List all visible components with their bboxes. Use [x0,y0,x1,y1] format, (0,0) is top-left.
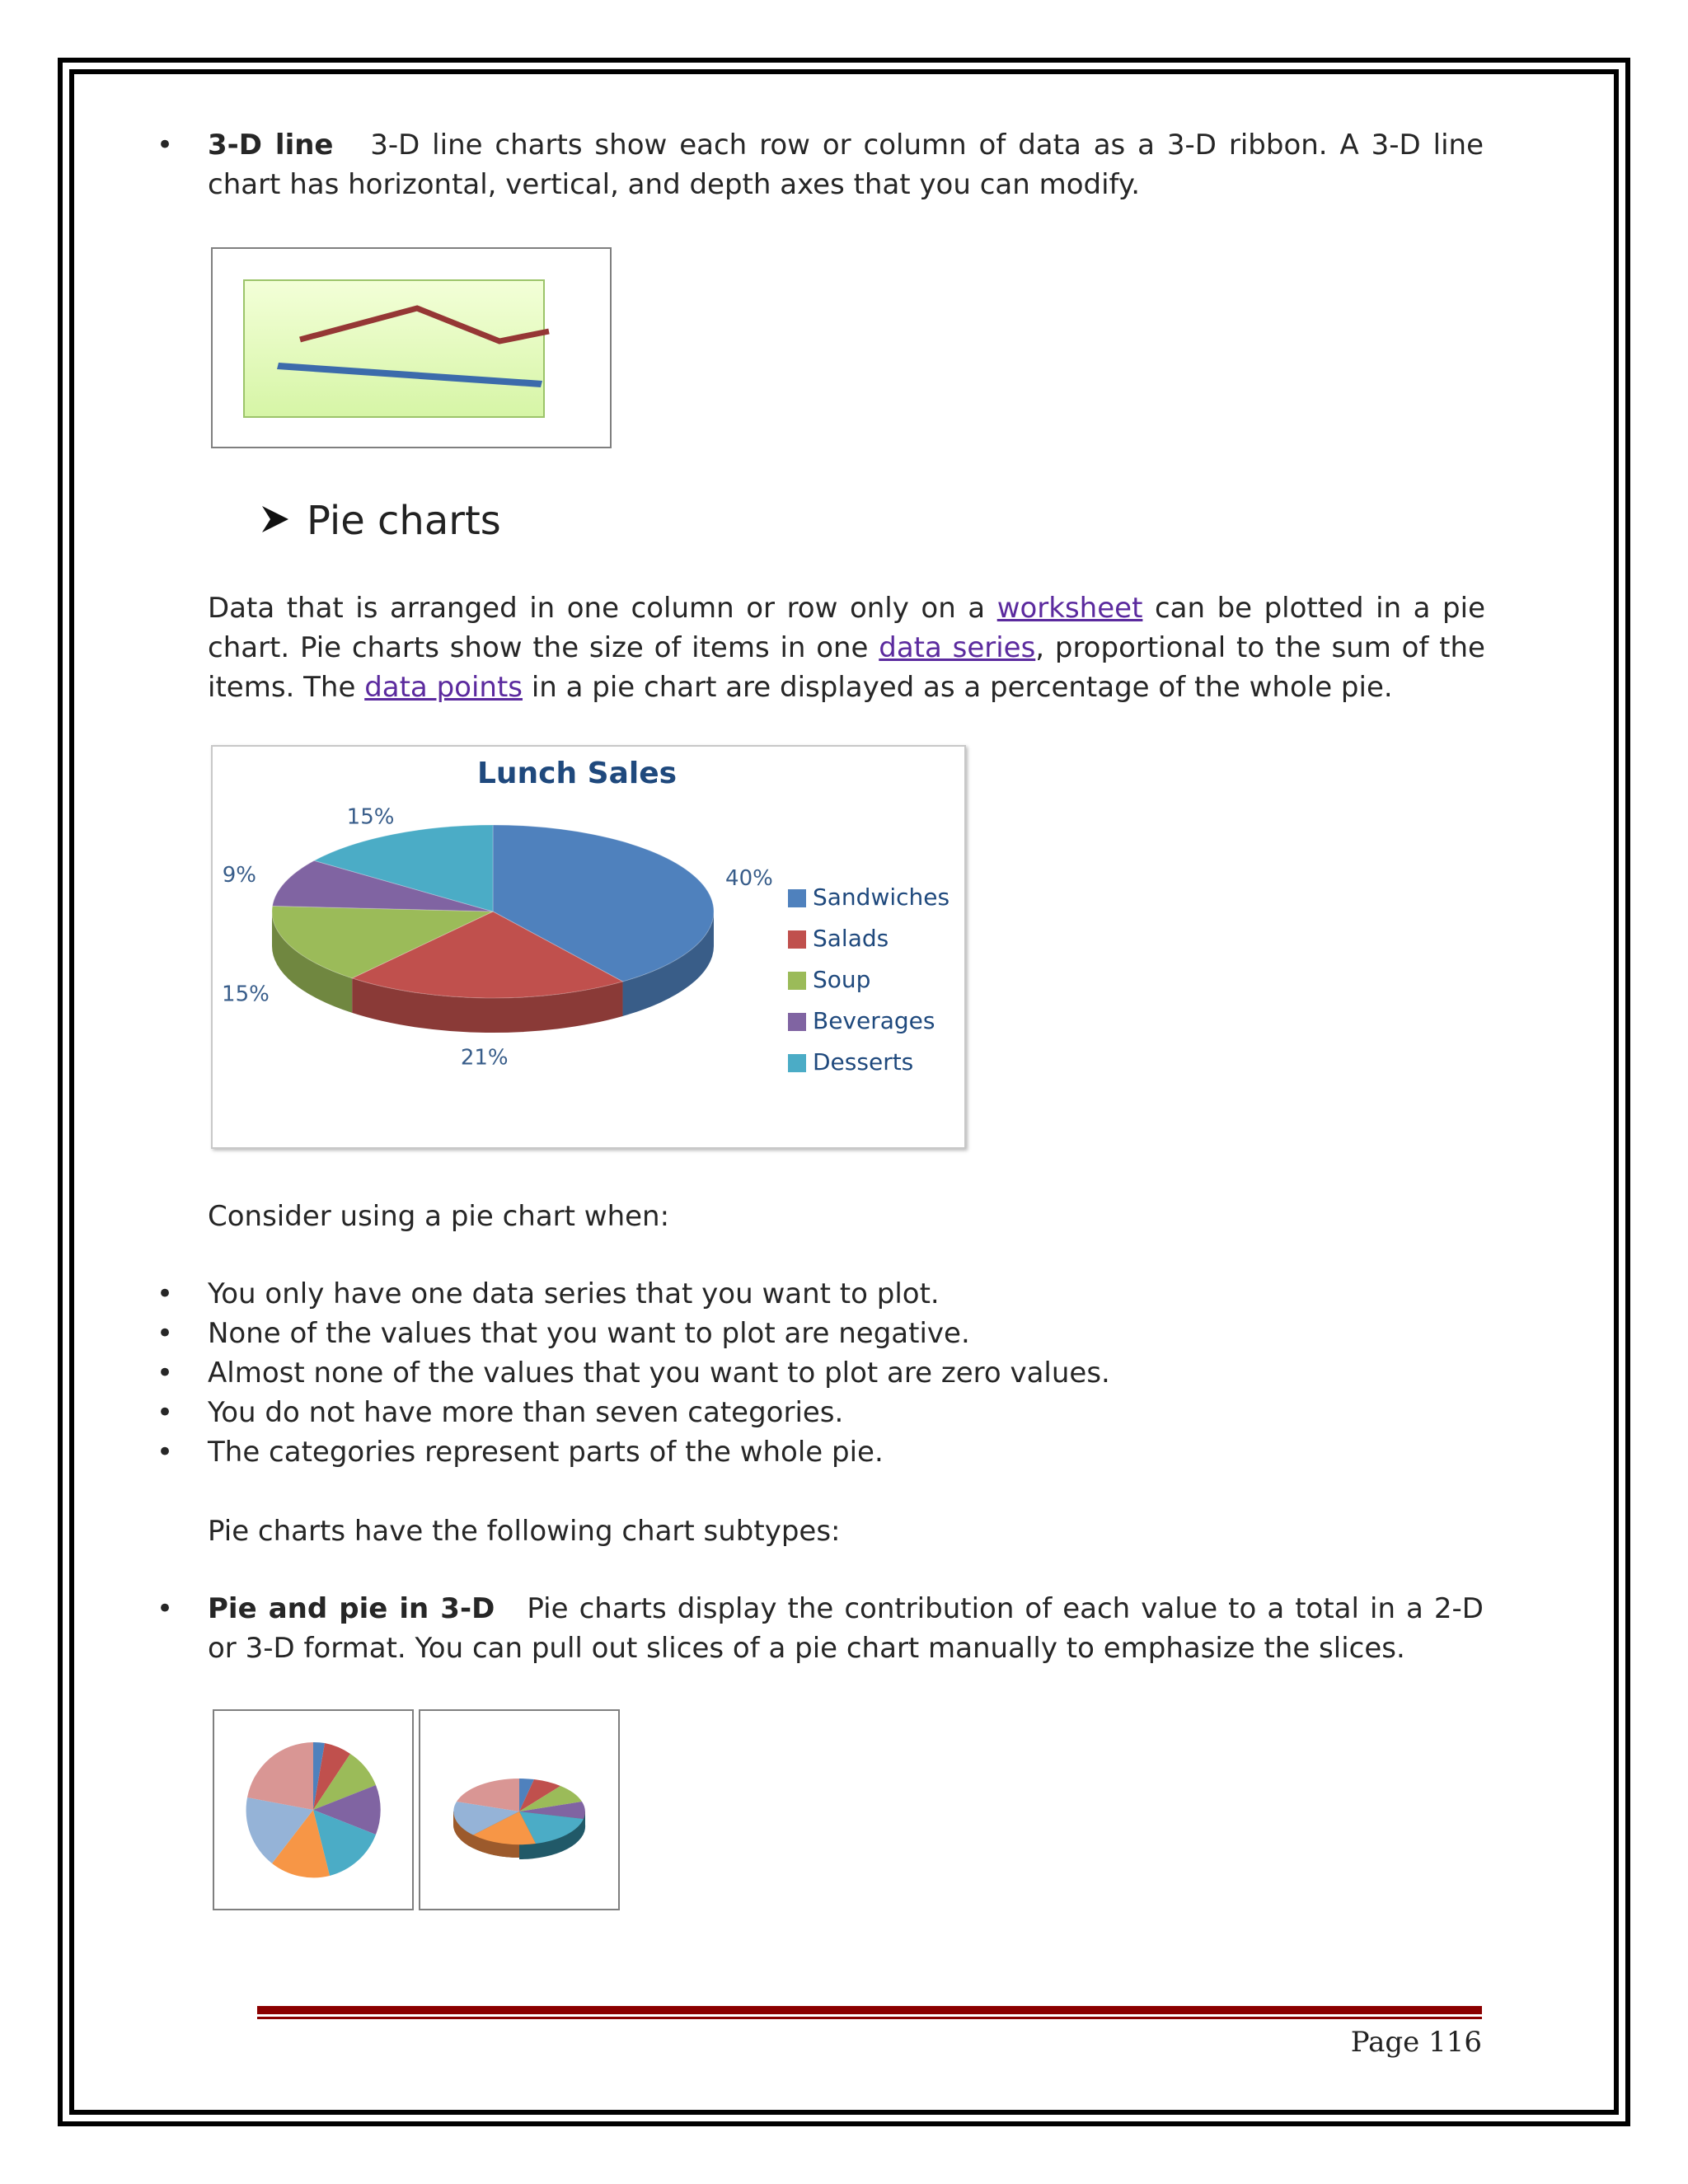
legend-label: Desserts [813,1048,914,1076]
condition-text: The categories represent parts of the whole pie. [208,1436,884,1469]
condition-item [157,1274,1484,1314]
footer-rule-thin [257,2017,1482,2019]
condition-item [157,1314,1484,1353]
pie-3d-thumbnail [419,1709,620,1910]
pie-chart-svg [213,747,964,1147]
subtypes-intro: Pie charts have the following chart subtypes: [208,1515,841,1548]
bullet-dot: • [157,1436,174,1469]
heading-text: Pie charts [307,498,501,544]
bullet-pie-3d [157,1589,1484,1668]
legend-swatch [788,930,806,949]
intro-text-3: , proportional to the sum of the items. The [208,631,1485,704]
legend-swatch [788,1054,806,1072]
pie-data-label: 40% [725,865,773,891]
footer-rule [257,2006,1482,2014]
legend-label: Beverages [813,1007,935,1034]
bullet-dot: • [157,1396,174,1429]
bullet-dot: • [157,1317,174,1350]
bullet-3d-line-title: 3-D line [208,129,334,162]
bullet-dot: • [157,1357,174,1390]
condition-text: None of the values that you want to plot are negative. [208,1317,970,1350]
link-data-series[interactable]: data series [879,631,1036,664]
plot-area [244,280,544,417]
condition-item [157,1432,1484,1472]
legend-label: Salads [813,925,889,952]
condition-text: You only have one data series that you want to plot. [208,1277,940,1310]
condition-text: Almost none of the values that you want to plot are zero values. [208,1357,1110,1390]
bullet-pie-text: Pie charts display the contribution of each value to a total in a 2-D or 3-D format. You can pull out slices of a pie chart manually to emphasize the slices. [208,1592,1484,1665]
pie-data-label: 9% [222,863,256,888]
section-heading [260,498,501,544]
pie-data-label: 21% [460,1045,509,1071]
3d-line-chart-thumbnail [211,247,612,448]
bullet-dot: • [157,129,174,162]
consider-paragraph: Consider using a pie chart when: [208,1200,670,1233]
condition-item [157,1393,1484,1432]
pie-2d-thumbnail [213,1709,414,1910]
condition-text: You do not have more than seven categories. [208,1396,844,1429]
page-number: Page 116 [1350,2026,1482,2059]
legend-swatch [788,1013,806,1031]
legend-swatch [788,889,806,907]
intro-text-1: Data that is arranged in one column or row only on a [208,592,997,625]
condition-item [157,1353,1484,1393]
chart-title: Lunch Sales [476,757,678,790]
link-worksheet[interactable]: worksheet [996,592,1143,625]
legend-label: Sandwiches [813,883,950,911]
bullet-3d-line-text: 3-D line charts show each row or column of data as a 3-D ribbon. A 3-D line chart has horizontal, vertical, and depth axes that you can modify. [208,129,1484,201]
lunch-sales-chart [211,745,966,1149]
bullet-dot: • [157,1277,174,1310]
intro-text-4: in a pie chart are displayed as a percentage of the whole pie. [523,671,1393,704]
legend-swatch [788,972,806,990]
pie-data-label: 15% [346,804,395,830]
intro-paragraph [208,588,1485,707]
pie-data-label: 15% [222,982,270,1007]
intro-text-2: can be plotted in a pie chart. Pie charts show the size of items in one [208,592,1485,664]
bullet-3d-line [157,125,1484,204]
bullet-pie-title: Pie and pie in 3-D [208,1592,495,1625]
bullet-dot: • [157,1592,174,1625]
legend-label: Soup [813,966,871,993]
link-data-points[interactable]: data points [364,671,523,704]
arrow-bullet-icon [260,498,307,544]
